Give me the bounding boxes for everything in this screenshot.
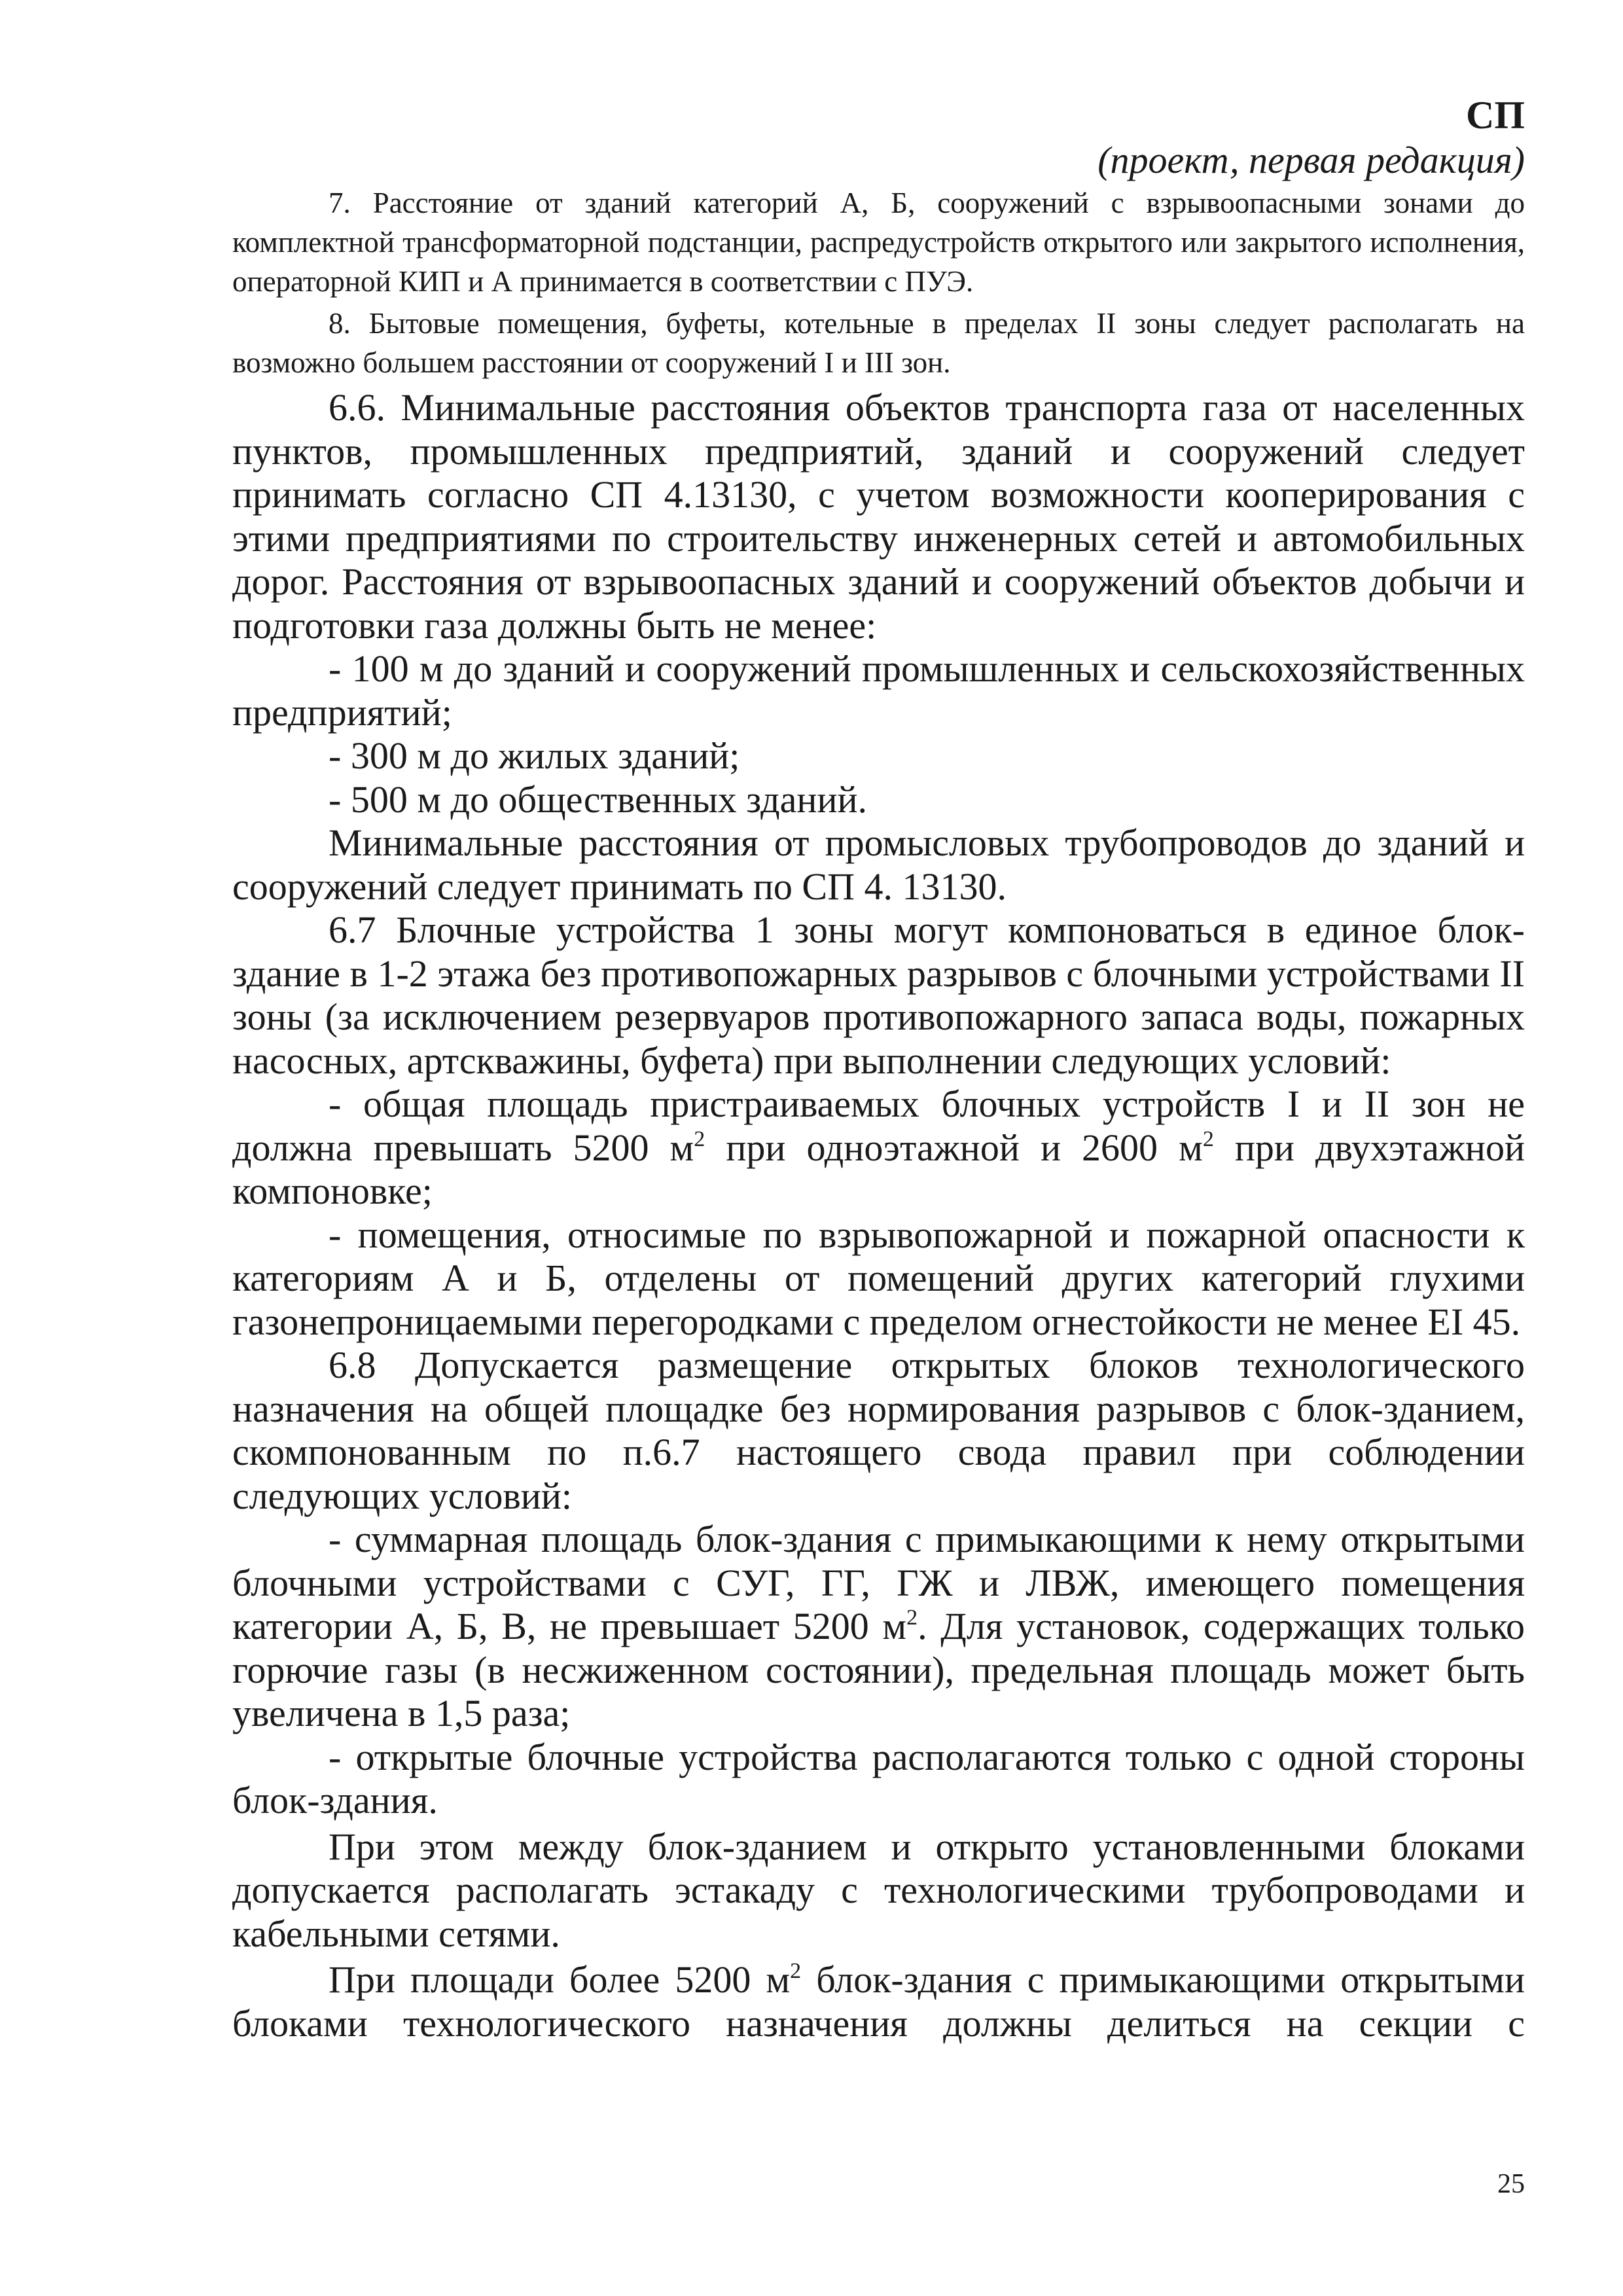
page-number: 25 [1497, 2169, 1525, 2199]
section-6-8-sections [232, 1958, 1525, 2045]
section-6-6-item-300m: - 300 м до жилых зданий; [329, 734, 740, 777]
note-8: 8. Бытовые помещения, буфеты, котельные в пределах II зоны следует располагать на возможно большем расстоянии от сооружений I и III зон. [232, 307, 1525, 379]
text-run: - суммарная площадь блок-здания с примыкающими к нему открытыми блочными устройствами с СУГ, ГГ, ГЖ и ЛВЖ, имеющего помещения категории А, Б, В, не превышает 5200 м [232, 1518, 1525, 1647]
document-status: (проект, первая редакция) [1097, 139, 1525, 181]
superscript: 2 [1202, 1126, 1214, 1151]
section-6-6-pipelines: Минимальные расстояния от промысловых трубопроводов до зданий и сооружений следует принимать по СП 4. 13130. [232, 821, 1525, 908]
section-6-6-item-500m: - 500 м до общественных зданий. [329, 778, 868, 821]
superscript: 2 [906, 1605, 918, 1630]
section-6-7-condition-partitions: - помещения, относимые по взрывопожарной и пожарной опасности к категориям А и Б, отделены от помещений других категорий глухими газонепроницаемыми перегородками с пределом огнестойкости не менее EI 45. [232, 1213, 1525, 1343]
text-run: при двухэтажной компоновке; [232, 1126, 1525, 1212]
section-6-8-condition-area [232, 1518, 1525, 1736]
text-run: . Для установок, содержащих только горючие газы (в несжиженном состоянии), предельная площадь может быть увеличена в 1,5 раза; [232, 1605, 1525, 1734]
text-run: блок-здания с примыкающими открытыми блоками технологического назначения должны делиться на секции с [232, 1958, 1525, 2045]
section-6-6-intro: 6.6. Минимальные расстояния объектов транспорта газа от населенных пунктов, промышленных предприятий, зданий и сооружений следует принимать согласно СП 4.13130, с учетом возможности кооперирования с этими предприятиями по строительству инженерных сетей и автомобильных дорог. Расстояния от взрывоопасных зданий и сооружений объектов добычи и подготовки газа должны быть не менее: [232, 386, 1525, 647]
section-6-8-rack: При этом между блок-зданием и открыто установленными блоками допускается располагать эстакаду с технологическими трубопроводами и кабельными сетями. [232, 1825, 1525, 1955]
text-run: При площади более 5200 м [329, 1958, 791, 2001]
superscript: 2 [790, 1959, 802, 1983]
document-page [232, 92, 1525, 2045]
section-6-8-intro: 6.8 Допускается размещение открытых блоков технологического назначения на общей площадке без нормирования разрывов с блок-зданием, скомпонованным по п.6.7 настоящего свода правил при соблюдении следующих условий: [232, 1344, 1525, 1517]
superscript: 2 [694, 1126, 705, 1151]
note-7: 7. Расстояние от зданий категорий А, Б, сооружений с взрывоопасными зонами до комплектной трансформаторной подстанции, распредустройств открытого или закрытого исполнения, операторной КИП и А принимается в соответствии с ПУЭ. [232, 187, 1525, 298]
text-run: при одноэтажной и 2600 м [705, 1126, 1203, 1169]
section-6-7-condition-area [232, 1083, 1525, 1213]
document-code: СП [1466, 94, 1525, 137]
section-6-6-item-100m: - 100 м до зданий и сооружений промышленных и сельскохозяйственных предприятий; [232, 647, 1525, 734]
section-6-8-condition-one-side: - открытые блочные устройства располагаются только с одной стороны блок-здания. [232, 1735, 1525, 1821]
section-6-7-intro: 6.7 Блочные устройства 1 зоны могут компоноваться в единое блок-здание в 1-2 этажа без противопожарных разрывов с блочными устройствами II зоны (за исключением резервуаров противопожарного запаса воды, пожарных насосных, артскважины, буфета) при выполнении следующих условий: [232, 908, 1525, 1082]
text-run: - общая площадь пристраиваемых блочных устройств I и II зон не должна превышать 5200 м [232, 1083, 1525, 1169]
